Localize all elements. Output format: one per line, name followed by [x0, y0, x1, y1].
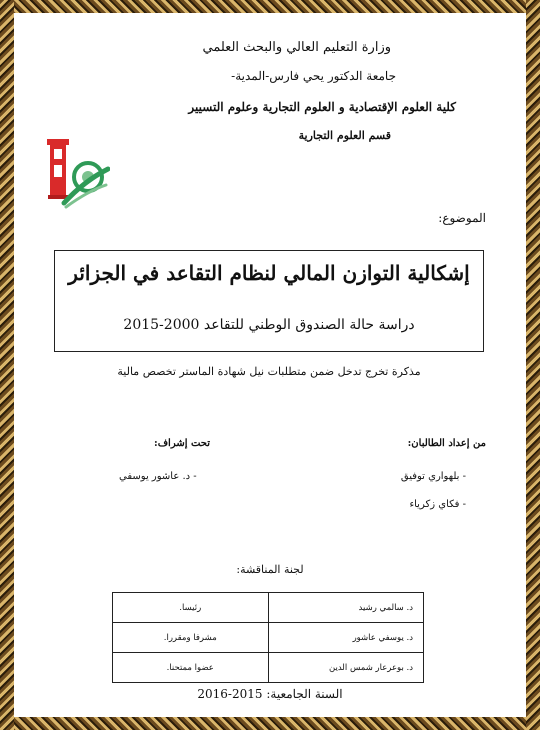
- committee-member-role: رئيسا.: [113, 593, 269, 623]
- decorative-border-left: [0, 0, 14, 730]
- student-name: - بلهواري توفيق: [400, 471, 466, 482]
- student-name: - فكاي زكرياء: [409, 499, 466, 510]
- table-row: [113, 623, 424, 653]
- title-box: [54, 250, 484, 352]
- committee-member-role: مشرفا ومقررا.: [113, 623, 269, 653]
- department-name: قسم العلوم التجارية: [298, 129, 391, 142]
- cover-page: [14, 13, 526, 717]
- committee-member-name: د. بوعرعار شمس الدين: [268, 653, 424, 683]
- decorative-border-bottom: [0, 717, 540, 730]
- ministry-name: وزارة التعليم العالي والبحث العلمي: [202, 40, 391, 55]
- committee-member-role: عضوا ممتحنا.: [113, 653, 269, 683]
- table-row: [113, 593, 424, 623]
- decorative-border-top: [0, 0, 540, 13]
- committee-member-name: د. سالمي رشيد: [268, 593, 424, 623]
- memoir-note: مذكرة تخرج تدخل ضمن متطلبات نيل شهادة الماستر تخصص مالية: [117, 365, 421, 378]
- faculty-name: كلية العلوم الإقتصادية و العلوم التجارية وعلوم التسيير: [188, 100, 456, 114]
- supervisor-name: - د. عاشور يوسفي: [119, 471, 197, 482]
- academic-year: السنة الجامعية: 2015-2016: [197, 687, 343, 701]
- committee-member-name: د. يوسفي عاشور: [268, 623, 424, 653]
- prepared-by-label: من إعداد الطالبان:: [407, 438, 486, 449]
- decorative-border-right: [526, 0, 540, 730]
- table-row: [113, 653, 424, 683]
- committee-table: [112, 592, 424, 683]
- thesis-title: إشكالية التوازن المالي لنظام التقاعد في الجزائر: [68, 261, 470, 285]
- university-name: جامعة الدكتور يحي فارس-المدية-: [231, 69, 396, 83]
- thesis-subtitle: دراسة حالة الصندوق الوطني للتقاعد 2000-2015: [123, 317, 415, 333]
- committee-label: لجنة المناقشة:: [236, 563, 304, 576]
- supervision-label: تحت إشراف:: [154, 438, 211, 449]
- university-logo-icon: [44, 129, 110, 209]
- subject-label: الموضوع:: [438, 211, 486, 225]
